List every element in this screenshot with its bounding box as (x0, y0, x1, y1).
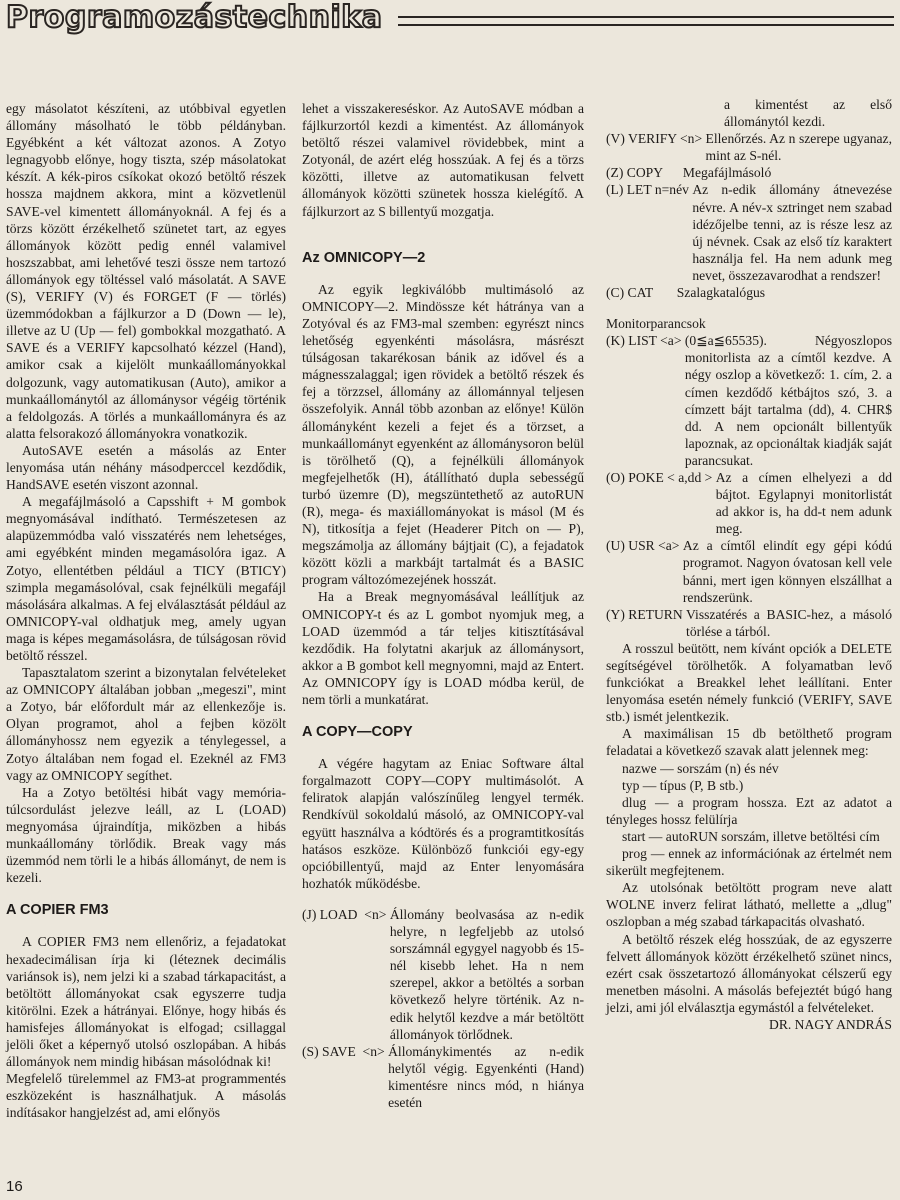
command-desc: Állomány beolvasása az n-edik helyre, n legfeljebb az utolsó sorszámnál egygyel nagyobb és 15-nél kisebb lehet. Ha n nem szerepel, akkor a betöltés a sorban következő helyre történik. Az n-edik helytől kezdve a már betöltött állományok törlődnek. (389, 906, 584, 1042)
subheading: A COPY—COPY (302, 724, 413, 741)
column-1 (6, 100, 286, 1121)
command-item (606, 181, 892, 284)
masthead (6, 2, 894, 38)
command-key: (L) LET n=név (606, 182, 693, 198)
paragraph: AutoSAVE esetén a másolás az Enter lenyomása után néhány másodperccel kezdődik, HandSAVE esetén viszont azonnal. (6, 442, 286, 493)
command-item (302, 906, 584, 1043)
author-signature: DR. NAGY ANDRÁS (769, 1016, 892, 1032)
command-key: (S) SAVE <n> (302, 1043, 389, 1059)
command-key: (U) USR <a> (606, 538, 683, 554)
paragraph: A megafájlmásoló a Capsshift + M gombok megnyomásával indítható. Természetesen az alapüzemmódba való visszatérés nem lehetséges, ami egyébként minden megamásolóra igaz. A Zotyo, ellentétben például a TICY (BTICY) szimpla megamásolóval, csak fejnélküli megafájl másolására alkalmas. A fej elválasztását például az OMNICOPY-val oldhatjuk meg, amely ugyan maga is képes megamásolásra, de túlságosan rövid betöltő résszel. (6, 494, 286, 663)
paragraph: A rosszul beütött, nem kívánt opciók a DELETE segítségével törölhetők. A folyamatban levő funkciókat a Breakkel lehet leállítani. Enter lenyomása esetén némely funkció (VERIFY, SAVE stb.) ismét jelentkezik. (606, 640, 892, 725)
column-2 (302, 100, 584, 1111)
command-item (606, 469, 892, 537)
command-desc: (0≦a≦65535). Négyoszlopos monitorlista az a címtől kezdve. A négy oszlop a következő: 1. cím, 2. a címen kezdődő kétbájtos szó, 3. a címzett bájt tartalma (dd), 4. CHR$ dd. A nem opcionált billentyűk lapoznak, az opcionáltak kiadják saját parancsukat. (684, 333, 892, 468)
command-desc: Ellenőrzés. Az n szerepe ugyanaz, mint az S-nél. (705, 131, 892, 164)
command-item (606, 164, 892, 181)
command-desc: Szalagkatalógus (676, 285, 766, 301)
command-item (606, 537, 892, 605)
subheading: A COPIER FM3 (6, 902, 109, 919)
paragraph: Megfelelő türelemmel az FM3-at programmentés eszközeként is használhatjuk. A másolás indításakor hangjelzést ad, ami előnyös (6, 1071, 286, 1121)
section-title: Programozástechnika (6, 0, 383, 35)
paragraph: Az egyik legkiválóbb multimásoló az OMNICOPY—2. Mindössze két hátránya van a Zotyóval és az FM3-mal szemben: egyrészt nincs lehetőség egyenkénti másolásra, másrészt túlságosan takarékosan bánik az idővel és a mágnesszalaggal; igen rövidek a betöltő részek és fej a törzzsel, állomány az állománnyal teljesen összefolyik. Annál több azonban az előnye! Külön állományként kezeli a fejet és a törzset, a munkaállományt egyenként az állománysoron belül is törölhető (Q), a fejnélküli állományok megfejelhetők (H), átállítható dupla sebességű turbó üzemre (D), megszüntethető az autoRUN (R), mega- és maxiállományokat is másol (M és N), titkosítja a fejet (Headerer Pitch on — P), megszámolja az állomány bájtjait (C), a fejadatok között közli a markbájt tartalmát és a BASIC program változómezejének hosszát. (302, 281, 584, 588)
command-desc: Az a címtől elindít egy gépi kódú programot. Nagyon óvatosan kell vele bánni, mert igen könnyen elszállhat a rendszerünk. (682, 538, 892, 605)
command-item (606, 332, 892, 469)
command-key: (Y) RETURN (606, 606, 687, 622)
paragraph: Ha a Zotyo betöltési hibát vagy memória-túlcsordulást jelezve leáll, az L (LOAD) megnyomása újraindítja, miközben a hibás munkaállomány törlődik. Break vagy más üzemmód nem törli le a hibás állományt, de nem is kezeli. (6, 784, 286, 886)
command-item (606, 606, 892, 640)
list-line: start — autoRUN sorszám, illetve betöltési cím (622, 828, 880, 844)
command-desc: Megafájlmásoló (682, 165, 772, 181)
command-item (606, 96, 892, 130)
command-item (302, 1043, 584, 1111)
paragraph: Tapasztalatom szerint a bizonytalan felvételeket az OMNICOPY általában jobban „megeszi", mint a Zotyo, bár előfordult már az ellenkezője is. Olyan programot, ahol a fejben közölt állományhossz nem egyezik a ténylegessel, a Zotyo általában nem fogad el. Ezeknél az FM3 vagy az OMNICOPY segíthet. (6, 665, 286, 783)
page-number: 16 (6, 1178, 23, 1195)
command-item (606, 130, 892, 164)
command-key: (Z) COPY (606, 165, 683, 181)
paragraph: A betöltő részek elég hosszúak, de az egyszerre felvett állományok között érzékelhető szünet nincs, ezért csak összetartozó állományokat célszerű egy menetben másolni. A másolás befejeztét búgó hang jelzi, ami jól elválasztja egymástól a felvételeket. (606, 931, 892, 1015)
paragraph: Az utolsónak betöltött program neve alatt WOLNE inverz felirat látható, mellette a „dlug" oszlopban a még szabad tárkapacitás olvasható. (606, 880, 892, 930)
command-key: (C) CAT (606, 285, 677, 301)
command-desc: Az a címen elhelyezi a dd bájtot. Egylapnyi monitorlistát ad akkor is, ha dd-t nem adunk meg. (715, 469, 892, 537)
header-rule (398, 16, 894, 26)
paragraph: Ha a Break megnyomásával leállítjuk az OMNICOPY-t és az L gombot nyomjuk meg, a LOAD üzemmód a tár teljes kitisztításával kezdődik. Ha folytatni akarjuk az állománysort, akkor a B gombot kell megnyomni, majd az Entert. Az OMNICOPY így is LOAD módba kerül, de nem törli a munkatárat. (302, 589, 584, 707)
command-desc: Állománykimentés az n-edik helytől végig. Egyenkénti (Hand) kimentésre nincs mód, n hiánya esetén (388, 1043, 584, 1110)
list-line: nazwe — sorszám (n) és név (622, 760, 779, 776)
command-key: (K) LIST <a> (606, 333, 685, 349)
command-desc: a kimentést az első állománytól kezdi. (724, 97, 892, 130)
command-desc: Az n-edik állomány átnevezése névre. A név-x sztringet nem szabad idézőjelbe tenni, az is része lesz az új névnek. Csak az első tíz karaktert használja fel. Ha nem adunk meg nevet, összezavarodhat a rendszer! (692, 182, 892, 283)
paragraph: A COPIER FM3 nem ellenőriz, a fejadatokat hexadecimálisan írja ki (léteznek decimális variánsok is), nem jelzi ki a szabad tárkapacitást, a betöltött állományokat csak egyszerre tudja kitörölni. Ezek a hátrányai. Előnye, hogy hibás és hamisfejes állományokat is elfogad; csillaggal jelöli őket a képernyő utolsó oszlopában. A hibás állományok nem mindig hibásan másolódnak ki! (6, 934, 286, 1070)
paragraph: A végére hagytam az Eniac Software által forgalmazott COPY—COPY multimásolót. A feliratok alapján valószínűleg lengyel termék. Rendkívül sokoldalú másoló, az OMNICOPY-val együtt használva a kódtörés és a programtitkosítás hatásos eszköze. Különböző funkciói egy-egy opcióbillentyű, majd az Enter lenyomására hozhatók működésbe. (302, 756, 584, 891)
column-3 (606, 96, 892, 1033)
paragraph: egy másolatot készíteni, az utóbbival egyetlen állomány másolható le több példányban. Egyébként a két változat azonos. A Zotyo legnagyobb előnye, hogy tiszta, szép másolatokat készít. A kék-piros csíkokat okozó betöltő részek hossza majdnem akkora, mint a közvetlenül SAVE-vel kimentett állományoknál. A fej és a törzs között érzékelhető szünetet tart, az egyes állományok között pedig ennél valamivel hoszszabbat, ami lehetővé teszi össze nem tartozó állományok egy töltéssel való másolatát. A SAVE (S), VERIFY (V) és FORGET (F — törlés) üzemmódokban a fájlkurzor a D (Down — le), illetve az U (Up — fel) gombokkal mozgatható. A SAVE és a VERIFY kapcsolható kézzel (Hand), amikor csak a kijelölt munkaállományokkal dolgozunk, vagy automatikusan (Auto), amikor a munkaállománytól az állománysor végéig történik a feldolgozás. A törlés a munkaállományra és az alatta felsorakozó állományokra vonatkozik. (6, 101, 286, 441)
list-line: dlug — a program hossza. Ezt az adatot a tényleges hossz felülírja (606, 794, 892, 827)
paragraph: A maximálisan 15 db betölthető program feladatai a következő szavak alatt jelennek meg: (606, 726, 892, 759)
subheading: Monitorparancsok (606, 316, 706, 332)
command-item (606, 284, 892, 301)
command-key: (O) POKE < a,dd > (606, 469, 716, 485)
paragraph: lehet a visszakereséskor. Az AutoSAVE módban a fájlkurzortól kezdi a kimentést. Az állományok betöltő részei valamivel rövidebbek, mint a Zotyonál, de azért elég hosszúak. A fej és a törzs közötti, illetve az automatikusan felvett állományok közötti szünetek hossza kielégítő. A fájlkurzort az S billentyű mozgatja. (302, 101, 584, 219)
subheading: Az OMNICOPY—2 (302, 249, 426, 266)
command-key: (V) VERIFY <n> (606, 131, 706, 147)
list-line: prog — ennek az információnak az értelmét nem sikerült megfejtenem. (606, 846, 892, 879)
command-desc: Visszatérés a BASIC-hez, a másoló törlése a tárból. (686, 606, 892, 639)
command-key: (J) LOAD <n> (302, 906, 390, 922)
list-line: typ — típus (P, B stb.) (622, 777, 744, 793)
